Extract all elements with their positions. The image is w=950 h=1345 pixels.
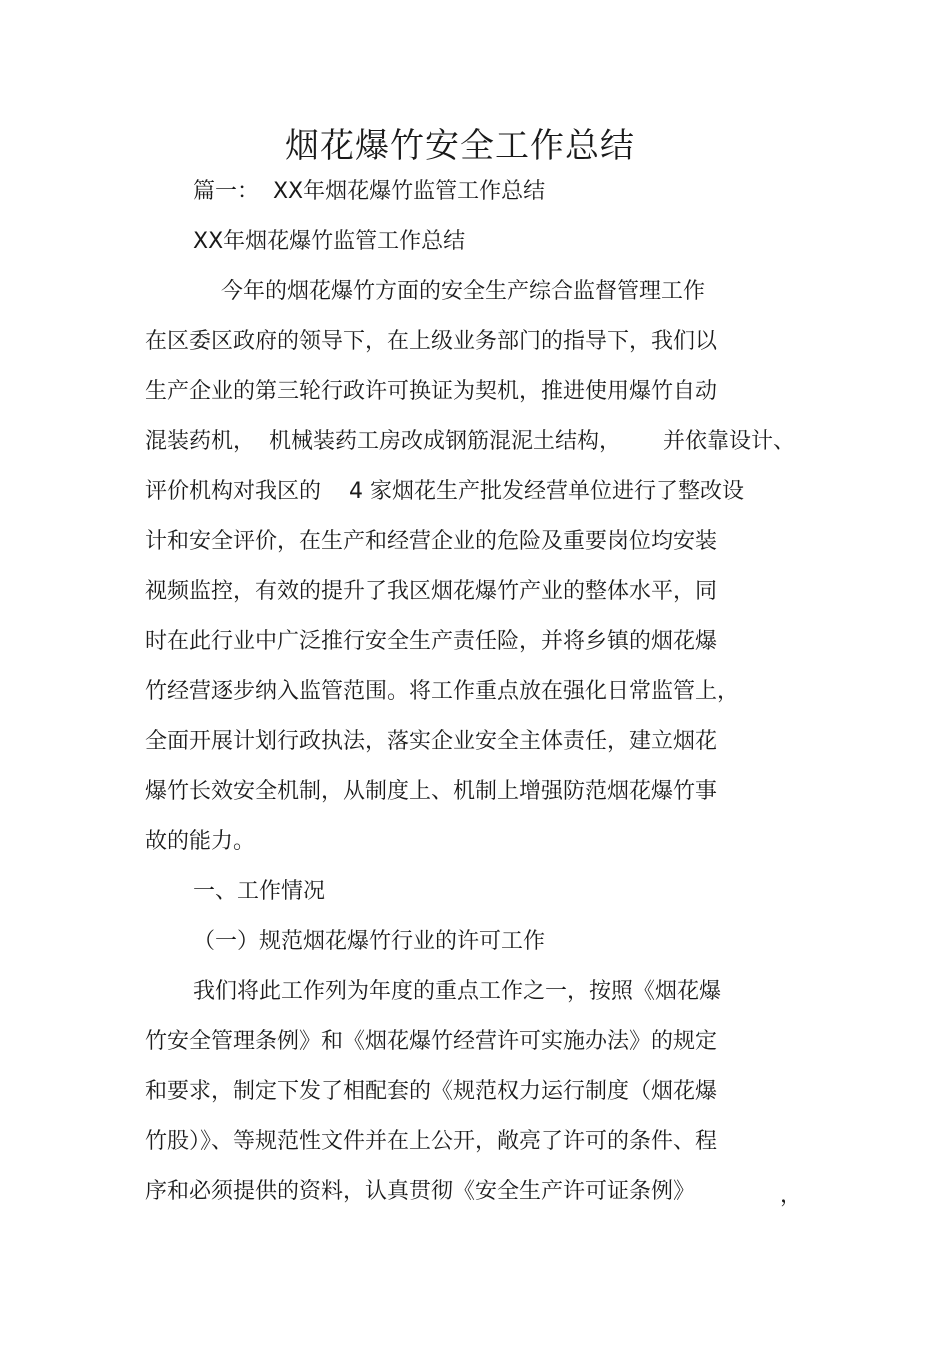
paragraph-line: 竹安全管理条例》和《烟花爆竹经营许可实施办法》的规定	[145, 1029, 718, 1054]
trailing-comma: ，	[780, 1183, 803, 1208]
paragraph-line: 和要求，制定下发了相配套的《规范权力运行制度（烟花爆	[145, 1079, 718, 1104]
paragraph-line: 竹经营逐步纳入监管范围。将工作重点放在强化日常监管上，	[145, 679, 740, 704]
section-heading: 篇一： XX年烟花爆竹监管工作总结	[193, 179, 546, 204]
paragraph-line: 生产企业的第三轮行政许可换证为契机，推进使用爆竹自动	[145, 379, 718, 404]
paragraph-line: 故的能力。	[145, 829, 256, 854]
heading-work: 一、工作情况	[193, 879, 326, 904]
paragraph-line: 竹股）》、等规范性文件并在上公开，敞亮了许可的条件、程	[145, 1129, 718, 1154]
paragraph-line: 全面开展计划行政执法，落实企业安全主体责任，建立烟花	[145, 729, 718, 754]
paragraph-line: 今年的烟花爆竹方面的安全生产综合监督管理工作	[221, 279, 706, 304]
paragraph-line: 在区委区政府的领导下，在上级业务部门的指导下，我们以	[145, 329, 718, 354]
paragraph-line: 序和必须提供的资料，认真贯彻《安全生产许可证条例》	[145, 1179, 696, 1204]
paragraph-line: 时在此行业中广泛推行安全生产责任险，并将乡镇的烟花爆	[145, 629, 718, 654]
paragraph-line: 评价机构对我区的 4 家烟花生产批发经营单位进行了整改设	[145, 479, 744, 504]
sub-heading: XX年烟花爆竹监管工作总结	[193, 229, 466, 254]
heading-sub1: （一）规范烟花爆竹行业的许可工作	[193, 929, 546, 954]
paragraph-line: 我们将此工作列为年度的重点工作之一，按照《烟花爆	[193, 979, 722, 1004]
paragraph-line: 视频监控，有效的提升了我区烟花爆竹产业的整体水平，同	[145, 579, 718, 604]
paragraph-line: 爆竹长效安全机制，从制度上、机制上增强防范烟花爆竹事	[145, 779, 718, 804]
paragraph-line: 混装药机， 机械装药工房改成钢筋混泥土结构， 并依靠设计、	[145, 429, 795, 454]
paragraph-line: 计和安全评价，在生产和经营企业的危险及重要岗位均安装	[145, 529, 718, 554]
document-title: 烟花爆竹安全工作总结	[285, 126, 635, 166]
